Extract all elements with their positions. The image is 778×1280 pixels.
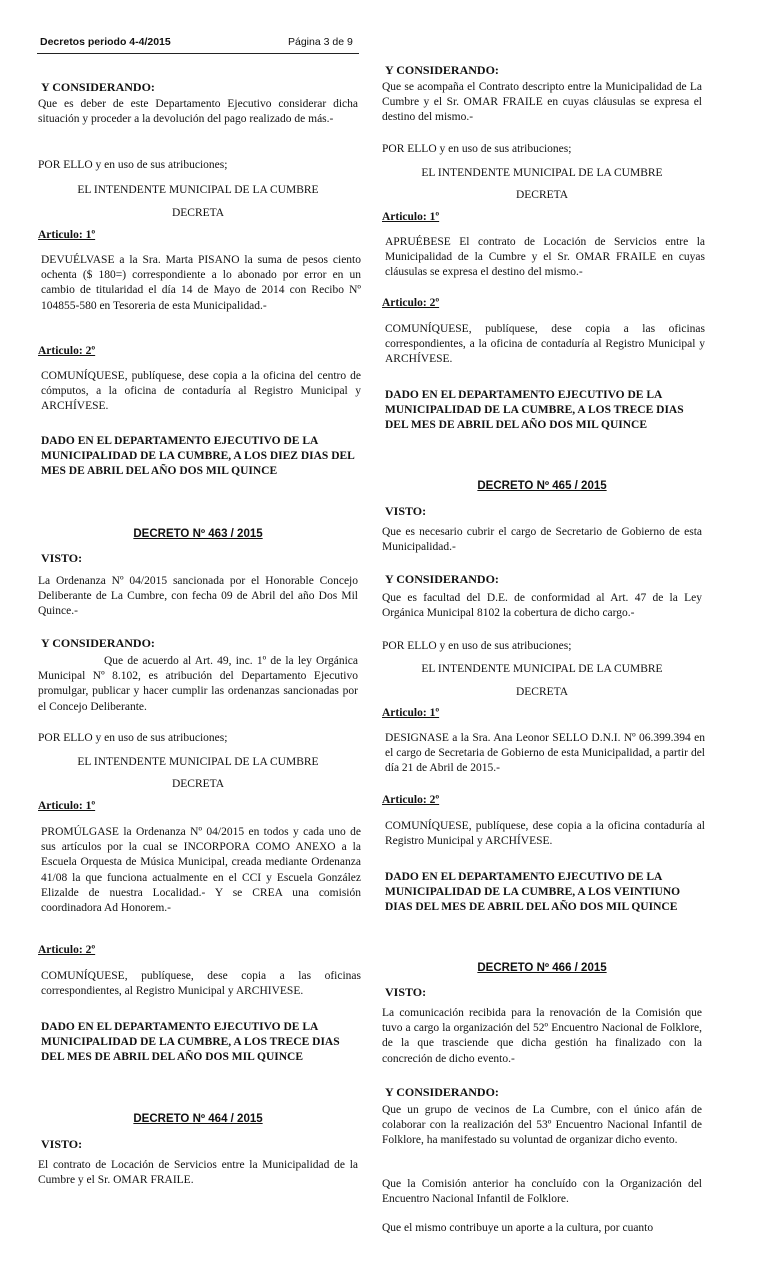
article-1-label: Articulo: 1º bbox=[382, 211, 440, 223]
considerando-text: Que la Comisión anterior ha concluído con la Organización del Encuentro Nacional Infantil de Folklore. bbox=[382, 1178, 702, 1206]
visto-text: La comunicación recibida para la renovación de la Comisión que tuvo a cargo la organización del 52º Encuentro Nacional de Folklore, de la que trasciende que dicha gestión ha finalizado con la concreción de dicho evento.- bbox=[382, 1007, 702, 1065]
intendente-text: EL INTENDENTE MUNICIPAL DE LA CUMBRE bbox=[421, 167, 663, 179]
article-2-label: Articulo: 2º bbox=[38, 345, 96, 357]
considerando-text: Que se acompaña el Contrato descripto entre la Municipalidad de La Cumbre y el Sr. OMAR FRAILE en cuyas cláusulas se expresa el destino del mismo.- bbox=[382, 81, 702, 124]
article-1-label: Articulo: 1º bbox=[382, 707, 440, 719]
considerando-label: Y CONSIDERANDO: bbox=[385, 1085, 499, 1099]
considerando-label: Y CONSIDERANDO: bbox=[41, 80, 155, 94]
por-ello-text: POR ELLO y en uso de sus atribuciones; bbox=[38, 159, 228, 171]
visto-text: El contrato de Locación de Servicios entre la Municipalidad de la Cumbre y el Sr. OMAR FRAILE. bbox=[38, 1159, 358, 1187]
article-2-label: Articulo: 2º bbox=[382, 794, 440, 806]
decreta-text: DECRETA bbox=[171, 207, 225, 219]
dado-statement: DADO EN EL DEPARTAMENTO EJECUTIVO DE LA MUNICIPALIDAD DE LA CUMBRE, A LOS TRECE DIAS DEL MES DE ABRIL DEL AÑO DOS MIL QUINCE bbox=[41, 1021, 340, 1064]
decreto-463-heading: DECRETO Nº 463 / 2015 bbox=[133, 528, 263, 540]
considerando-text: Que el mismo contribuye un aporte a la cultura, por cuanto bbox=[382, 1222, 654, 1234]
article-1-text: APRUÉBESE El contrato de Locación de Servicios entre la Municipalidad de la Cumbre y el Sr. OMAR FRAILE en cuyas cláusulas se expresa el destino del mismo.- bbox=[385, 236, 705, 279]
dado-statement: DADO EN EL DEPARTAMENTO EJECUTIVO DE LA MUNICIPALIDAD DE LA CUMBRE, A LOS DIEZ DIAS DEL MES DE ABRIL DEL AÑO DOS MIL QUINCE bbox=[41, 435, 355, 478]
header-divider bbox=[37, 53, 359, 54]
page-number: Página 3 de 9 bbox=[288, 36, 353, 48]
decreta-text: DECRETA bbox=[515, 189, 569, 201]
decreta-text: DECRETA bbox=[171, 778, 225, 790]
visto-label: VISTO: bbox=[41, 551, 83, 565]
considerando-label: Y CONSIDERANDO: bbox=[385, 63, 499, 77]
article-2-text: COMUNÍQUESE, publíquese, dese copia a las oficinas correspondientes, al Registro Municipal y ARCHIVESE. bbox=[41, 970, 361, 998]
article-2-label: Articulo: 2º bbox=[38, 944, 96, 956]
visto-text: La Ordenanza Nº 04/2015 sancionada por el Honorable Concejo Deliberante de La Cumbre, con fecha 09 de Abril del año Dos Mil Quince.- bbox=[38, 575, 358, 618]
article-1-label: Articulo: 1º bbox=[38, 800, 96, 812]
article-1-label: Articulo: 1º bbox=[38, 229, 96, 241]
decreto-465-heading: DECRETO Nº 465 / 2015 bbox=[477, 480, 607, 492]
considerando-text: Que un grupo de vecinos de La Cumbre, con el único afán de colaborar con la realización del 53º Encuentro Nacional Infantil de Folklore, ha manifestado su voluntad de organizar dicho evento. bbox=[382, 1104, 702, 1147]
visto-label: VISTO: bbox=[41, 1137, 83, 1151]
intendente-text: EL INTENDENTE MUNICIPAL DE LA CUMBRE bbox=[77, 184, 319, 196]
por-ello-text: POR ELLO y en uso de sus atribuciones; bbox=[38, 732, 228, 744]
header-title: Decretos periodo 4-4/2015 bbox=[40, 36, 171, 48]
decreto-464-heading: DECRETO Nº 464 / 2015 bbox=[133, 1113, 263, 1125]
visto-label: VISTO: bbox=[385, 985, 427, 999]
dado-statement: DADO EN EL DEPARTAMENTO EJECUTIVO DE LA MUNICIPALIDAD DE LA CUMBRE, A LOS VEINTIUNO DIAS DEL MES DE ABRIL DEL AÑO DOS MIL QUINCE bbox=[385, 871, 681, 914]
por-ello-text: POR ELLO y en uso de sus atribuciones; bbox=[382, 143, 572, 155]
decreto-466-heading: DECRETO Nº 466 / 2015 bbox=[477, 962, 607, 974]
article-1-text: PROMÚLGASE la Ordenanza Nº 04/2015 en todos y cada uno de sus artículos por la cual se INCORPORA COMO ANEXO a la Escuela Orquesta de Música Municipal, creada mediante Ordenanza 41/08 la que funciona actualmente en el CCI y Escuela González Elizalde de nuestra Localidad.- Y se CREA una comisión coordinadora Ad Honorem.- bbox=[41, 826, 361, 915]
article-2-text: COMUNÍQUESE, publíquese, dese copia a la oficina contaduría al Registro Municipal y ARCHÍVESE. bbox=[385, 820, 705, 848]
visto-label: VISTO: bbox=[385, 504, 427, 518]
dado-statement: DADO EN EL DEPARTAMENTO EJECUTIVO DE LA MUNICIPALIDAD DE LA CUMBRE, A LOS TRECE DIAS DEL MES DE ABRIL DEL AÑO DOS MIL QUINCE bbox=[385, 389, 684, 432]
considerando-text: Que es facultad del D.E. de conformidad al Art. 47 de la Ley Orgánica Municipal 8102 la cobertura de dicho cargo.- bbox=[382, 592, 702, 620]
intendente-text: EL INTENDENTE MUNICIPAL DE LA CUMBRE bbox=[421, 663, 663, 675]
considerando-text: Que de acuerdo al Art. 49, inc. 1º de la ley Orgánica Municipal Nº 8.102, es atribución del Departamento Ejecutivo promulgar, publicar y hacer cumplir las ordenanzas sancionadas por el Concejo Deliberante. bbox=[38, 655, 358, 713]
considerando-label: Y CONSIDERANDO: bbox=[41, 636, 155, 650]
intendente-text: EL INTENDENTE MUNICIPAL DE LA CUMBRE bbox=[77, 756, 319, 768]
article-1-text: DESIGNASE a la Sra. Ana Leonor SELLO D.N.I. Nº 06.399.394 en el cargo de Secretaria de Gobierno de esta Municipalidad, a partir del día 21 de Abril de 2015.- bbox=[385, 732, 705, 775]
article-2-text: COMUNÍQUESE, publíquese, dese copia a las oficinas correspondientes, a la oficina de contaduría al Registro Municipal y ARCHÍVESE. bbox=[385, 323, 705, 366]
article-2-label: Articulo: 2º bbox=[382, 297, 440, 309]
article-2-text: COMUNÍQUESE, publíquese, dese copia a la oficina del centro de cómputos, a la oficina de contaduría al Registro Municipal y ARCHÍVESE. bbox=[41, 370, 361, 413]
considerando-text: Que es deber de este Departamento Ejecutivo considerar dicha situación y proceder a la devolución del pago realizado de más.- bbox=[38, 98, 358, 126]
visto-text: Que es necesario cubrir el cargo de Secretario de Gobierno de esta Municipalidad.- bbox=[382, 526, 702, 554]
article-1-text: DEVUÉLVASE a la Sra. Marta PISANO la suma de pesos ciento ochenta ($ 180=) correspondiente a lo abonado por error en un cambio de titularidad el día 14 de Mayo de 2014 con Recibo Nº 104855-580 en Tesoreria de esta Municipalidad.- bbox=[41, 254, 361, 312]
decreta-text: DECRETA bbox=[515, 686, 569, 698]
considerando-label: Y CONSIDERANDO: bbox=[385, 572, 499, 586]
por-ello-text: POR ELLO y en uso de sus atribuciones; bbox=[382, 640, 572, 652]
